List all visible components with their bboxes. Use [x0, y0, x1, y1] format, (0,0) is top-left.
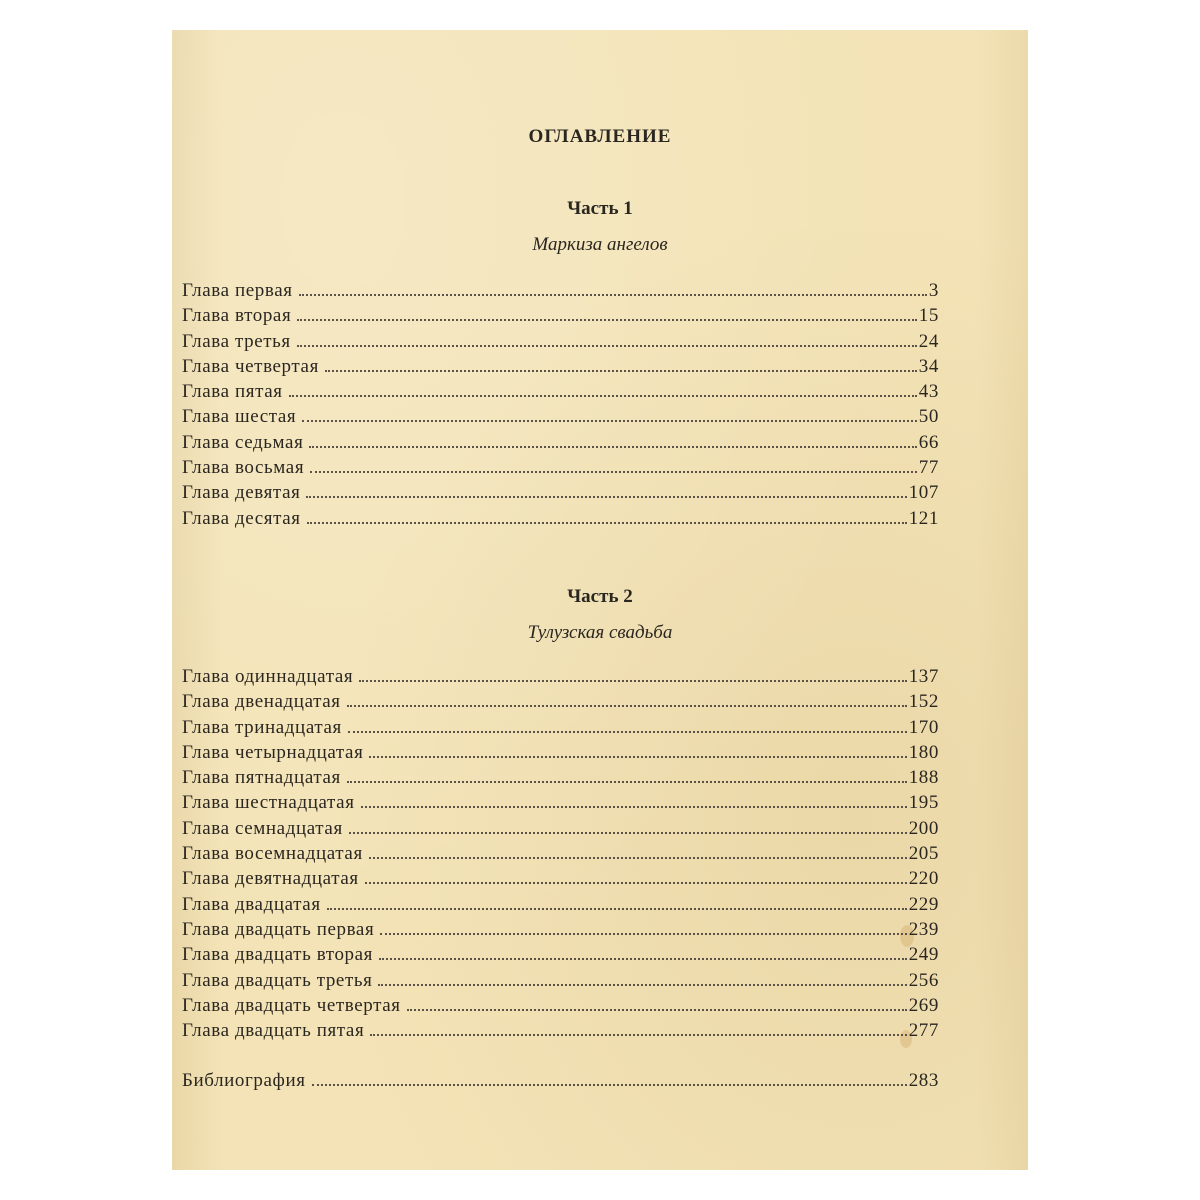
toc-entry-label: Глава одиннадцатая — [182, 666, 354, 687]
toc-entry-label: Глава двадцать четвертая — [182, 994, 401, 1016]
dot-leader — [297, 345, 917, 347]
toc-entry[interactable] — [182, 278, 939, 303]
toc-entry-label: Библиография — [182, 1070, 306, 1091]
toc-entry-label: Глава двенадцатая — [182, 691, 341, 713]
dot-leader — [348, 731, 907, 733]
toc-title: ОГЛАВЛЕНИЕ — [528, 126, 672, 147]
toc-entry-label: Глава пятая — [182, 381, 283, 403]
toc-entry[interactable] — [182, 740, 939, 765]
toc-entry[interactable] — [182, 506, 939, 531]
toc-entry[interactable] — [182, 1018, 939, 1043]
book-page — [172, 30, 1028, 1170]
toc-entry[interactable] — [182, 917, 939, 942]
dot-leader — [297, 319, 916, 321]
dot-leader — [369, 857, 907, 859]
toc-entry-page: 269 — [908, 994, 939, 1016]
dot-leader — [299, 294, 927, 296]
toc-entry-page: 43 — [918, 381, 939, 403]
toc-entry-page: 66 — [918, 431, 939, 453]
dot-leader — [379, 958, 907, 960]
toc-entry[interactable] — [182, 841, 939, 866]
dot-leader — [309, 446, 916, 448]
toc-entry-label: Глава двадцать вторая — [182, 944, 374, 966]
dot-leader — [327, 908, 907, 910]
part-1-heading: Часть 1 — [567, 198, 633, 219]
toc-entry-label: Глава девятая — [182, 482, 301, 504]
toc-entry-page: 229 — [908, 893, 939, 915]
toc-entry[interactable] — [182, 715, 939, 740]
toc-entry-page: 205 — [908, 843, 939, 865]
toc-entry[interactable] — [182, 968, 939, 993]
toc-entry[interactable] — [182, 455, 939, 480]
toc-entry[interactable] — [182, 942, 939, 967]
toc-entry-label: Глава тринадцатая — [182, 716, 342, 738]
toc-entry[interactable] — [182, 404, 939, 429]
toc-entry[interactable] — [182, 354, 939, 379]
toc-entry-page: 77 — [918, 457, 939, 479]
toc-entry-bibliography[interactable] — [182, 1068, 939, 1093]
toc-entry-page: 170 — [908, 716, 939, 738]
toc-entry[interactable] — [182, 664, 939, 689]
toc-entry-label: Глава двадцатая — [182, 893, 321, 915]
dot-leader — [365, 882, 907, 884]
dot-leader — [347, 781, 907, 783]
toc-entry-label: Глава двадцать третья — [182, 969, 373, 991]
toc-entry-label: Глава первая — [182, 280, 293, 301]
dot-leader — [307, 522, 907, 524]
toc-entry-page: 34 — [918, 355, 939, 377]
toc-entry-label: Глава девятнадцатая — [182, 868, 359, 890]
toc-entry[interactable] — [182, 892, 939, 917]
toc-entry-label: Глава двадцать первая — [182, 918, 375, 940]
dot-leader — [407, 1009, 907, 1011]
toc-entry[interactable] — [182, 329, 939, 354]
dot-leader — [302, 420, 917, 422]
toc-entry-page: 15 — [918, 305, 939, 327]
toc-entry-page: 180 — [908, 741, 939, 763]
toc-entry-label: Глава двадцать пятая — [182, 1020, 365, 1042]
bibliography-list — [182, 1068, 939, 1093]
dot-leader — [349, 832, 907, 834]
dot-leader — [310, 471, 917, 473]
toc-entry[interactable] — [182, 765, 939, 790]
toc-entry-page: 107 — [908, 482, 939, 504]
toc-entry[interactable] — [182, 816, 939, 841]
dot-leader — [369, 756, 906, 758]
toc-entry-page: 121 — [908, 507, 939, 529]
part-1-chapter-list — [182, 278, 939, 531]
toc-entry-label: Глава четырнадцатая — [182, 741, 364, 763]
toc-entry[interactable] — [182, 379, 939, 404]
toc-entry-page: 220 — [908, 868, 939, 890]
dot-leader — [361, 806, 907, 808]
toc-entry[interactable] — [182, 993, 939, 1018]
dot-leader — [325, 370, 917, 372]
toc-entry-page: 200 — [908, 817, 939, 839]
dot-leader — [359, 680, 906, 682]
toc-entry-page: 239 — [908, 918, 939, 940]
toc-entry-page: 50 — [918, 406, 939, 428]
toc-entry-label: Глава шестая — [182, 406, 297, 428]
toc-entry-page: 249 — [908, 944, 939, 966]
toc-entry-label: Глава десятая — [182, 507, 301, 529]
toc-entry-page: 24 — [918, 330, 939, 352]
toc-entry-page: 277 — [908, 1020, 939, 1042]
toc-entry-label: Глава шестнадцатая — [182, 792, 355, 814]
toc-entry-label: Глава семнадцатая — [182, 817, 343, 839]
toc-entry-page: 137 — [908, 666, 939, 687]
toc-entry-label: Глава седьмая — [182, 431, 304, 453]
toc-entry-page: 283 — [908, 1070, 939, 1091]
dot-leader — [289, 395, 917, 397]
toc-entry[interactable] — [182, 480, 939, 505]
toc-entry-label: Глава третья — [182, 330, 291, 352]
part-2-chapter-list — [182, 664, 939, 1043]
part-1-subtitle: Маркиза ангелов — [532, 234, 668, 255]
dot-leader — [306, 496, 906, 498]
toc-entry[interactable] — [182, 689, 939, 714]
toc-entry[interactable] — [182, 430, 939, 455]
toc-entry-page: 188 — [908, 767, 939, 789]
part-2-subtitle: Тулузская свадьба — [527, 622, 673, 643]
dot-leader — [347, 705, 907, 707]
toc-entry-page: 256 — [908, 969, 939, 991]
toc-entry-page: 3 — [928, 280, 939, 301]
dot-leader — [312, 1084, 907, 1086]
toc-entry-label: Глава вторая — [182, 305, 292, 327]
dot-leader — [378, 984, 906, 986]
toc-entry[interactable] — [182, 790, 939, 815]
part-2-heading: Часть 2 — [567, 586, 633, 607]
dot-leader — [380, 933, 906, 935]
toc-entry[interactable] — [182, 303, 939, 328]
toc-entry-label: Глава пятнадцатая — [182, 767, 341, 789]
toc-entry-label: Глава четвертая — [182, 355, 319, 377]
toc-entry-page: 195 — [908, 792, 939, 814]
toc-entry-page: 152 — [908, 691, 939, 713]
toc-entry-label: Глава восемнадцатая — [182, 843, 363, 865]
dot-leader — [370, 1034, 906, 1036]
toc-entry[interactable] — [182, 866, 939, 891]
toc-entry-label: Глава восьмая — [182, 457, 305, 479]
